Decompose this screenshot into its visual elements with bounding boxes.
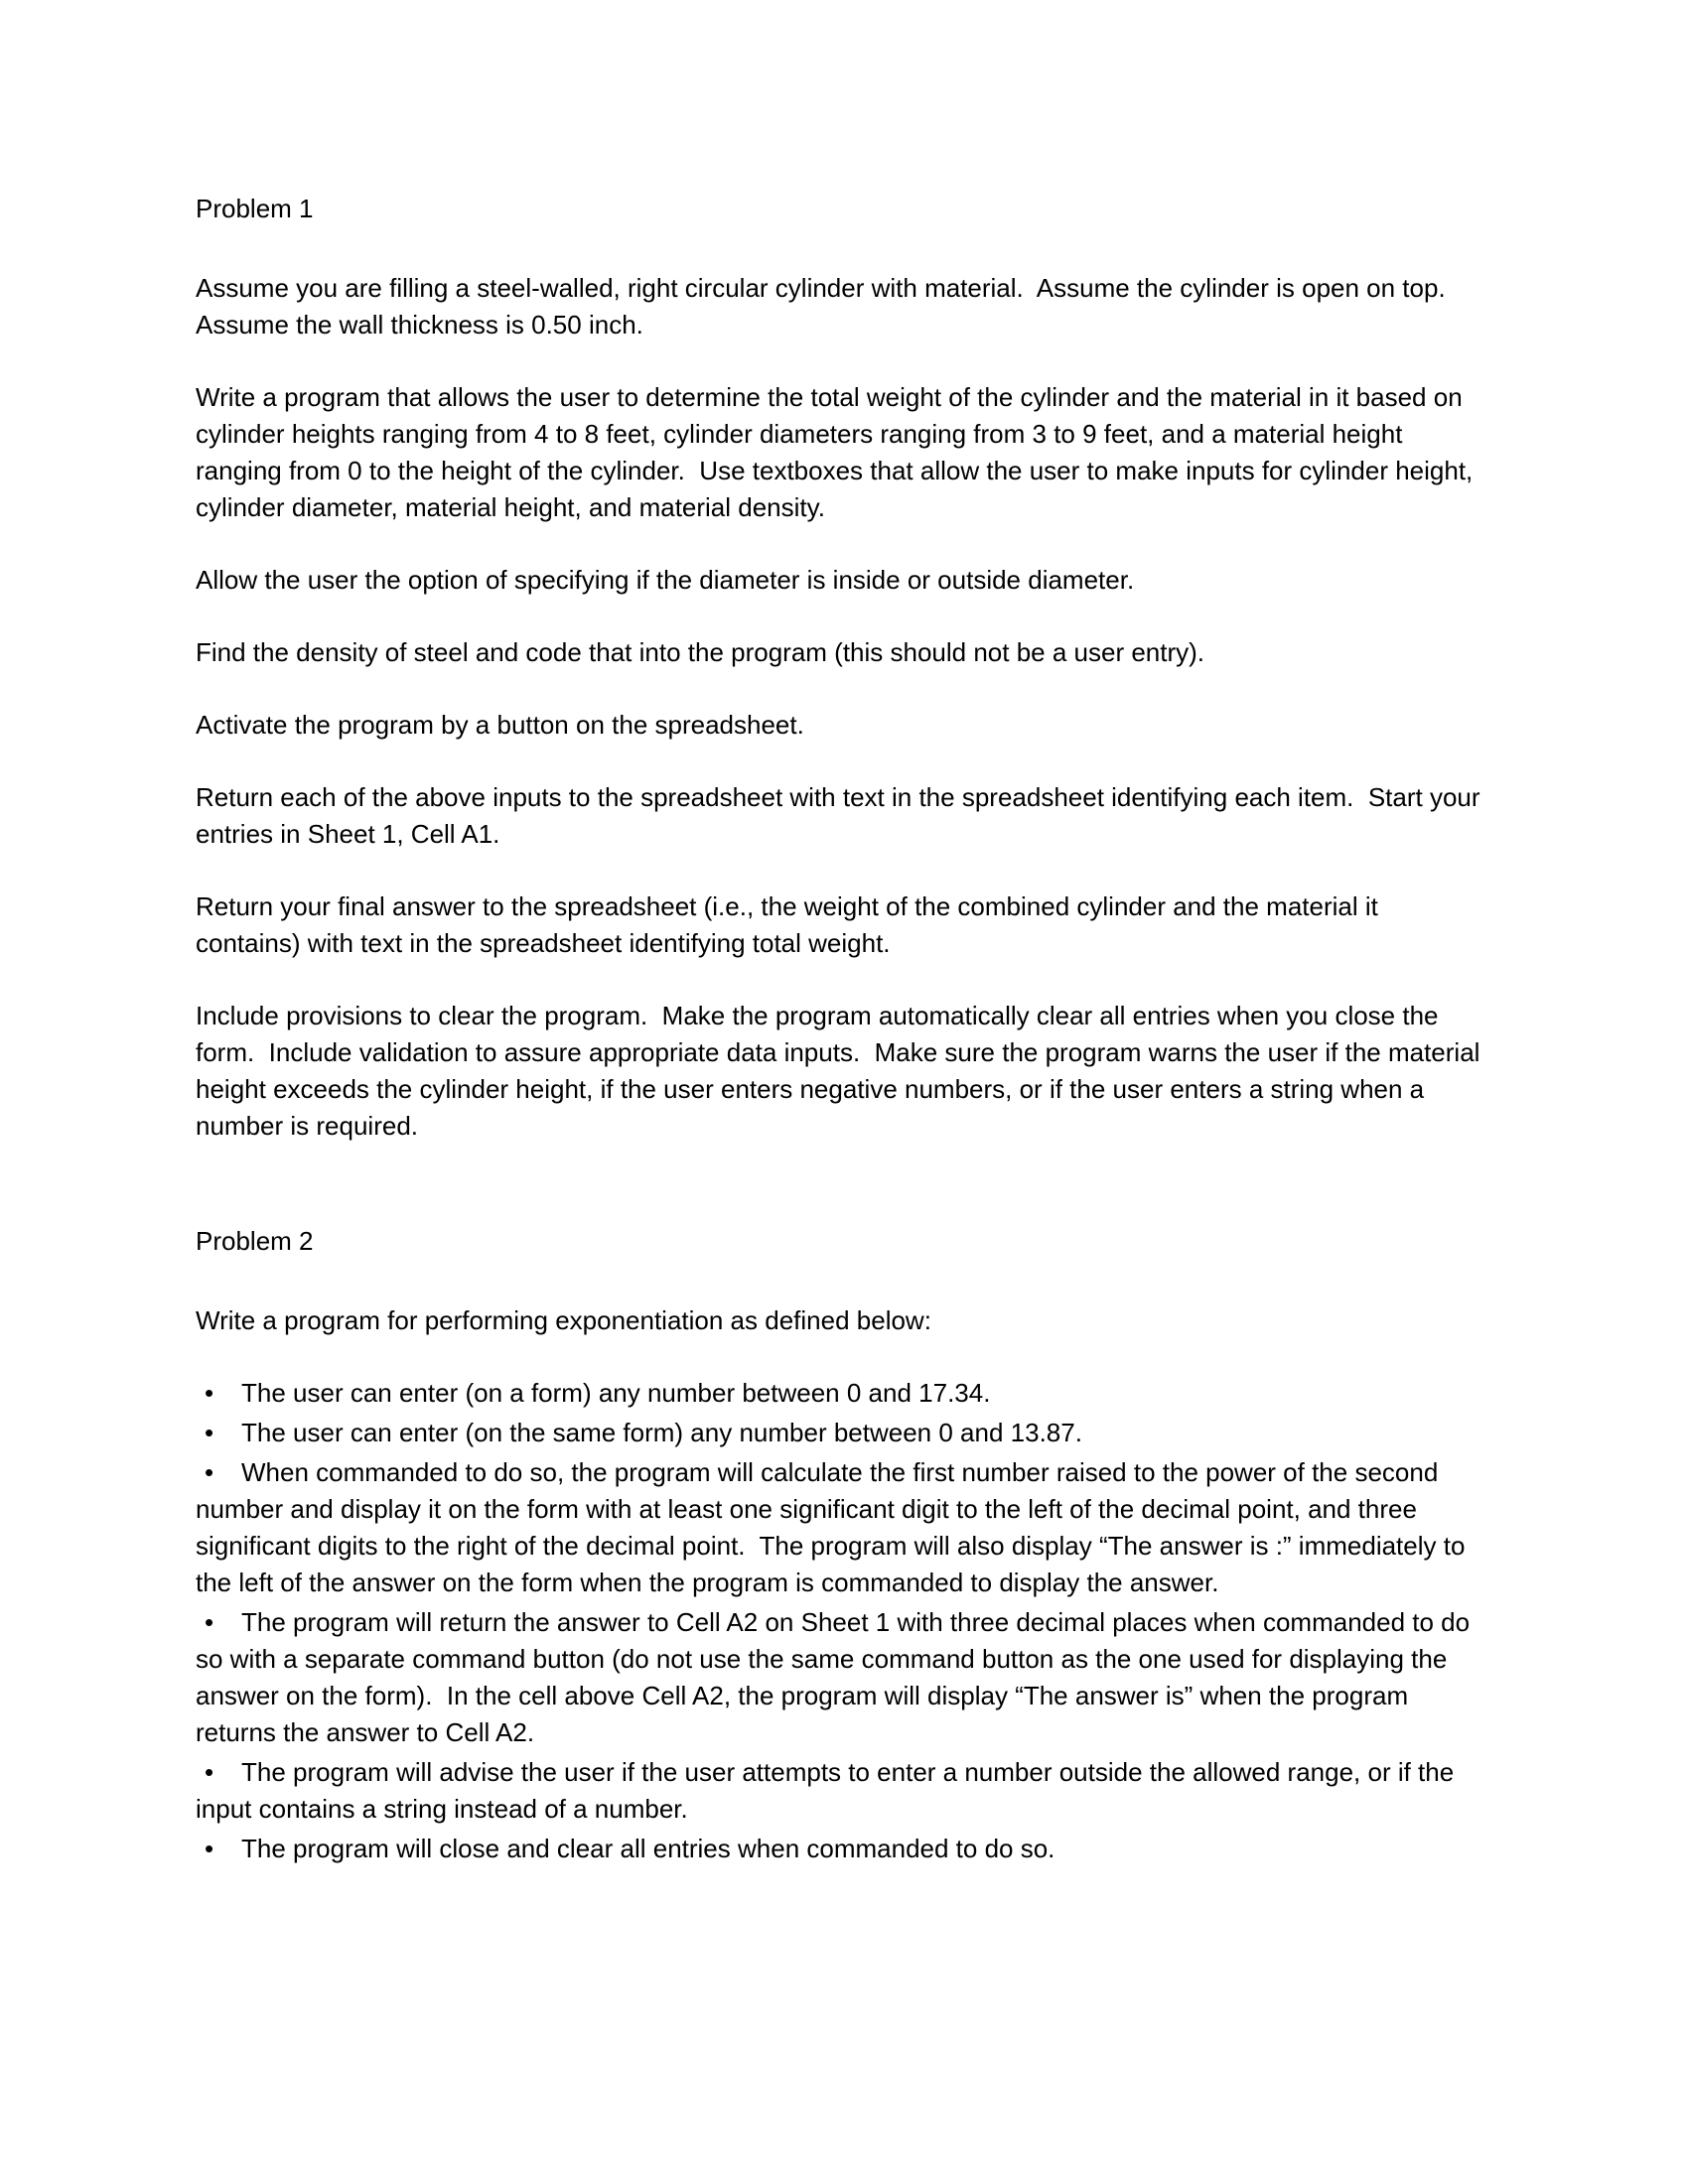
- bullet-item: [196, 1454, 1486, 1601]
- problem1-paragraph: Write a program that allows the user to determine the total weight of the cylinder and the material in it based on cylinder heights ranging from 4 to 8 feet, cylinder diameters ranging from 3 to 9 feet, and a material height ranging from 0 to the height of the cylinder. Use textboxes that allow the user to make inputs for cylinder height, cylinder diameter, material height, and material density.: [196, 382, 1480, 522]
- problem1-paragraph: Assume you are filling a steel-walled, right circular cylinder with material. Assume the cylinder is open on top. Assume the wall thickness is 0.50 inch.: [196, 273, 1459, 340]
- problem1-paragraph: Return each of the above inputs to the spreadsheet with text in the spreadsheet identifying each item. Start your entries in Sheet 1, Cell A1.: [196, 782, 1487, 849]
- bullet-icon: •: [205, 1378, 214, 1408]
- bullet-text: The user can enter (on a form) any number between 0 and 17.34.: [241, 1378, 991, 1408]
- problem1-paragraph: Return your final answer to the spreadsheet (i.e., the weight of the combined cylinder and the material it contains) with text in the spreadsheet identifying total weight.: [196, 891, 1386, 958]
- bullet-text: The program will return the answer to Cell A2 on Sheet 1 with three decimal places when commanded to do so with a separate command button (do not use the same command button as the one used for displaying the answer on the form). In the cell above Cell A2, the program will display “The answer is” when the program returns the answer to Cell A2.: [196, 1607, 1477, 1747]
- bullet-item: [196, 1375, 1486, 1412]
- bullet-text: The user can enter (on the same form) any number between 0 and 13.87.: [241, 1418, 1082, 1447]
- document-body: [196, 191, 1486, 1867]
- bullet-text: The program will advise the user if the user attempts to enter a number outside the allowed range, or if the input contains a string instead of a number.: [196, 1757, 1462, 1824]
- bullet-icon: •: [205, 1418, 214, 1447]
- bullet-item: [196, 1415, 1486, 1451]
- bullet-text: When commanded to do so, the program will calculate the first number raised to the power of the second number and display it on the form with at least one significant digit to the left of the decimal point, and three significant digits to the right of the decimal point. The program will also display “The answer is :” immediately to the left of the answer on the form when the program is commanded to display the answer.: [196, 1457, 1473, 1597]
- problem2-bullet-list: [196, 1375, 1486, 1867]
- problem1-paragraph: Find the density of steel and code that into the program (this should not be a user entry).: [196, 637, 1205, 667]
- bullet-text: The program will close and clear all entries when commanded to do so.: [241, 1834, 1055, 1863]
- bullet-item: [196, 1831, 1486, 1867]
- bullet-icon: •: [205, 1457, 214, 1487]
- bullet-icon: •: [205, 1757, 214, 1787]
- problem1-paragraph: Include provisions to clear the program. Make the program automatically clear all entries when you close the form. Include validation to assure appropriate data inputs. Make sure the program warns the user if the material height exceeds the cylinder height, if the user enters negative numbers, or if the user enters a string when a number is required.: [196, 1001, 1487, 1141]
- problem2-title: Problem 2: [196, 1226, 314, 1256]
- bullet-item: [196, 1604, 1486, 1751]
- bullet-item: [196, 1754, 1486, 1828]
- problem2-intro: Write a program for performing exponentiation as defined below:: [196, 1305, 931, 1335]
- problem1-paragraph: Allow the user the option of specifying if the diameter is inside or outside diameter.: [196, 565, 1135, 595]
- problem1-paragraph: Activate the program by a button on the spreadsheet.: [196, 710, 804, 740]
- problem1-title: Problem 1: [196, 194, 314, 223]
- bullet-icon: •: [205, 1607, 214, 1637]
- bullet-icon: •: [205, 1834, 214, 1863]
